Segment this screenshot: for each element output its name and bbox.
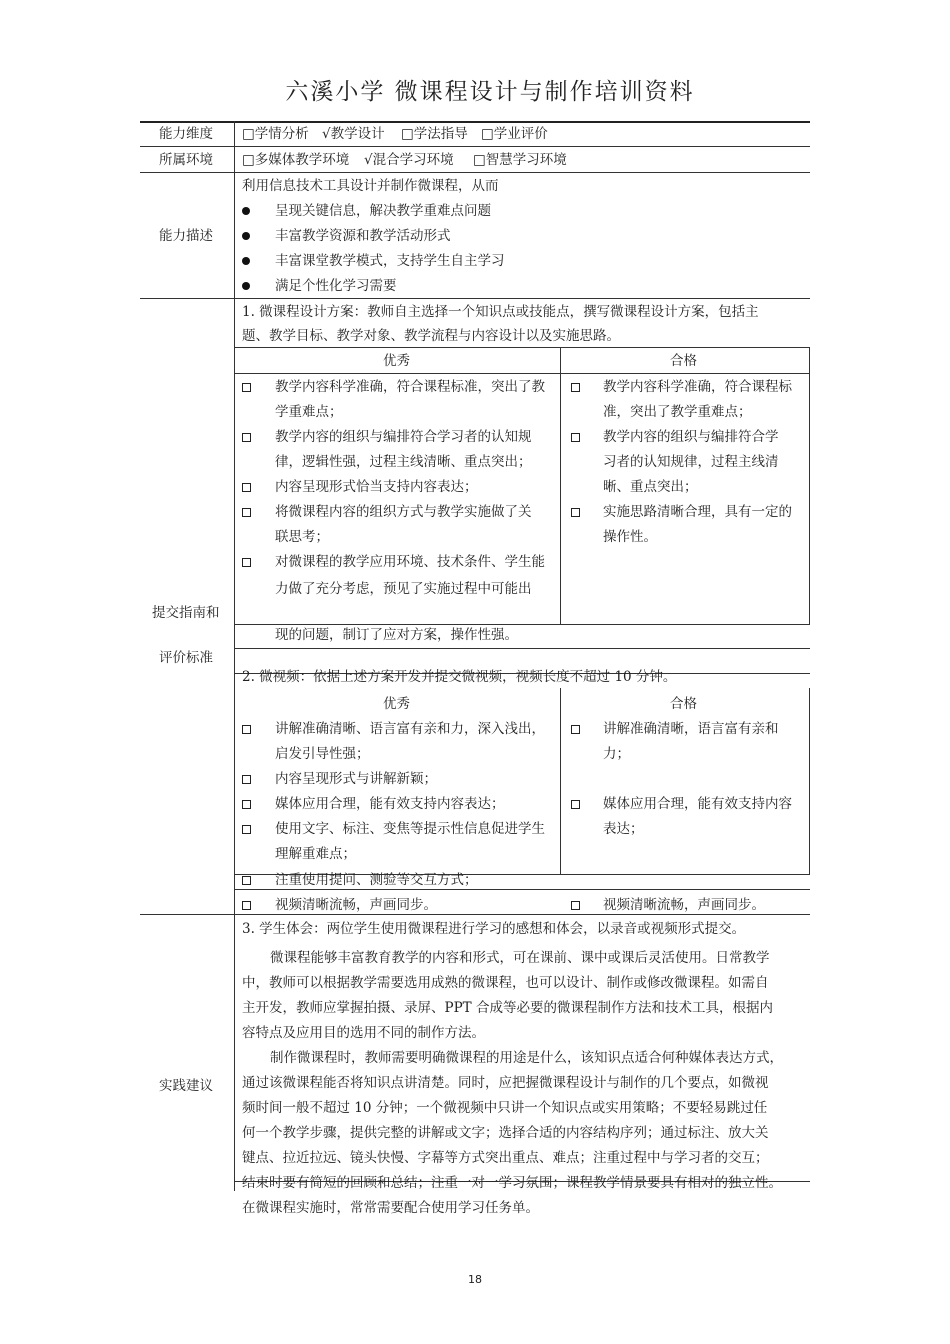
criteria-item: 媒体应用合理，能有效支持内容表达； (275, 796, 505, 812)
criteria-item: 表达； (603, 821, 644, 837)
checkbox-icon (242, 725, 251, 734)
paragraph-line: 制作微课程时，教师需要明确微课程的用途是什么，该知识点适合何种媒体表达方式， (270, 1050, 783, 1066)
criteria-item: 将微课程内容的组织方式与教学实施做了关 (275, 504, 532, 520)
criteria-item: 教学内容的组织与编排符合学 (603, 429, 779, 445)
paragraph-line: 键点、拉近拉远、镜头快慢、字幕等方式突出重点、难点；注重过程中与学习者的交互； (242, 1150, 769, 1166)
paragraph-line: 结束时要有简短的回顾和总结；注重一对一学习氛围；课程教学情景要具有相对的独立性。 (242, 1175, 782, 1191)
ability-dimension-label: 能力维度 (159, 126, 213, 142)
checkbox-icon (242, 433, 251, 442)
row-divider (234, 624, 810, 625)
description-bullet: 满足个性化学习需要 (275, 278, 397, 294)
criteria-item: 习者的认知规律，过程主线清 (603, 454, 779, 470)
criteria-item: 内容呈现形式恰当支持内容表达； (275, 479, 478, 495)
description-intro: 利用信息技术工具设计并制作微课程，从而 (242, 178, 499, 194)
submission-label: 提交指南和 (152, 605, 220, 621)
row-divider (140, 146, 810, 147)
criteria-overflow: 注重使用提问、测验等交互方式； (275, 872, 478, 888)
paragraph-line: 通过该微课程能否将知识点讲清楚。同时，应把握微课程设计与制作的几个要点，如微视 (242, 1075, 769, 1091)
row-divider (234, 347, 810, 348)
option-item: □学业评价 (481, 126, 548, 142)
section2-text: 2. 微视频：依据上述方案开发并提交微视频，视频长度不超过 10 分钟。 (242, 669, 677, 685)
paragraph-line: 何一个教学步骤，提供完整的讲解或文字；选择合适的内容结构序列；通过标注、放大关 (242, 1125, 769, 1141)
option-item: □智慧学习环境 (473, 152, 567, 168)
criteria-item: 讲解准确清晰、语言富有亲和力，深入浅出， (275, 721, 545, 737)
column-divider (234, 121, 235, 1191)
row-divider (234, 648, 810, 649)
criteria-item: 力； (603, 746, 630, 762)
bullet-icon (242, 207, 250, 215)
row-divider (140, 298, 810, 299)
bullet-icon (242, 232, 250, 240)
paragraph-line: 中，教师可以根据教学需要选用成熟的微课程，也可以设计、制作或修改微课程。如需自 (242, 975, 769, 991)
checkbox-icon (571, 901, 580, 910)
criteria-overflow: 现的问题，制订了应对方案，操作性强。 (275, 627, 518, 643)
criteria-overflow: 视频清晰流畅，声画同步。 (603, 897, 765, 913)
criteria-item: 讲解准确清晰，语言富有亲和 (603, 721, 779, 737)
row-divider (140, 172, 810, 173)
checkbox-icon (571, 508, 580, 517)
criteria-item: 内容呈现形式与讲解新颖； (275, 771, 437, 787)
excellent-header: 优秀 (383, 353, 410, 369)
criteria-item: 实施思路清晰合理，具有一定的 (603, 504, 792, 520)
criteria-item: 启发引导性强； (275, 746, 370, 762)
submission-label: 评价标准 (159, 650, 213, 666)
criteria-item: 准，突出了教学重难点； (603, 404, 752, 420)
option-item: √混合学习环境 (364, 152, 454, 168)
description-bullet: 呈现关键信息，解决教学重难点问题 (275, 203, 491, 219)
row-divider (234, 889, 810, 890)
description-label: 能力描述 (159, 228, 213, 244)
column-divider (809, 347, 810, 624)
section1-text: 题、教学目标、教学对象、教学流程与内容设计以及实施思路。 (242, 328, 620, 344)
paragraph-line: 在微课程实施时，常常需要配合使用学习任务单。 (242, 1200, 539, 1216)
criteria-item: 使用文字、标注、变焦等提示性信息促进学生 (275, 821, 545, 837)
checkbox-icon (242, 901, 251, 910)
pass-header: 合格 (670, 353, 697, 369)
row-divider (140, 121, 810, 123)
checkbox-icon (571, 383, 580, 392)
criteria-item: 理解重难点； (275, 846, 356, 862)
paragraph-line: 主开发，教师应掌握拍摄、录屏、PPT 合成等必要的微课程制作方法和技术工具，根据内 (242, 1000, 773, 1016)
criteria-item: 晰、重点突出； (603, 479, 698, 495)
section1-text: 1. 微课程设计方案：教师自主选择一个知识点或技能点，撰写微课程设计方案，包括主 (242, 304, 759, 320)
column-divider (809, 688, 810, 874)
column-divider (560, 347, 561, 624)
checkbox-icon (571, 433, 580, 442)
option-item: □学情分析 (242, 126, 309, 142)
checkbox-icon (242, 876, 251, 885)
criteria-overflow: 视频清晰流畅，声画同步。 (275, 897, 437, 913)
criteria-item: 律，逻辑性强，过程主线清晰、重点突出； (275, 454, 532, 470)
criteria-item: 教学内容的组织与编排符合学习者的认知规 (275, 429, 532, 445)
row-divider (140, 914, 810, 915)
practice-label: 实践建议 (159, 1078, 213, 1094)
environment-label: 所属环境 (159, 152, 213, 168)
checkbox-icon (242, 800, 251, 809)
criteria-item: 教学内容科学准确，符合课程标 (603, 379, 792, 395)
criteria-item: 对微课程的教学应用环境、技术条件、学生能 (275, 554, 545, 570)
excellent-header: 优秀 (383, 696, 410, 712)
criteria-item: 媒体应用合理，能有效支持内容 (603, 796, 792, 812)
page-title: 六溪小学 微课程设计与制作培训资料 (285, 79, 695, 105)
checkbox-icon (242, 508, 251, 517)
criteria-item: 学重难点； (275, 404, 343, 420)
criteria-item: 力做了充分考虑，预见了实施过程中可能出 (275, 581, 532, 597)
checkbox-icon (242, 383, 251, 392)
row-divider (234, 373, 810, 374)
checkbox-icon (242, 775, 251, 784)
option-item: □多媒体教学环境 (242, 152, 350, 168)
column-divider (560, 688, 561, 874)
paragraph-line: 容特点及应用目的选用不同的制作方法。 (242, 1025, 485, 1041)
paragraph-line: 微课程能够丰富教育教学的内容和形式，可在课前、课中或课后灵活使用。日常教学 (270, 950, 770, 966)
pass-header: 合格 (670, 696, 697, 712)
option-item: √教学设计 (322, 126, 385, 142)
description-bullet: 丰富课堂教学模式，支持学生自主学习 (275, 253, 505, 269)
paragraph-line: 频时间一般不超过 10 分钟；一个微视频中只讲一个知识点或实用策略；不要轻易跳过任 (242, 1100, 768, 1116)
checkbox-icon (242, 825, 251, 834)
bullet-icon (242, 282, 250, 290)
page-number: 18 (468, 1273, 482, 1286)
checkbox-icon (571, 800, 580, 809)
checkbox-icon (571, 725, 580, 734)
description-bullet: 丰富教学资源和教学活动形式 (275, 228, 451, 244)
criteria-item: 联思考； (275, 529, 329, 545)
criteria-item: 操作性。 (603, 529, 657, 545)
checkbox-icon (242, 558, 251, 567)
checkbox-icon (242, 483, 251, 492)
bullet-icon (242, 257, 250, 265)
section3-text: 3. 学生体会：两位学生使用微课程进行学习的感想和体会，以录音或视频形式提交。 (242, 921, 746, 937)
criteria-item: 教学内容科学准确，符合课程标准，突出了教 (275, 379, 545, 395)
option-item: □学法指导 (401, 126, 468, 142)
